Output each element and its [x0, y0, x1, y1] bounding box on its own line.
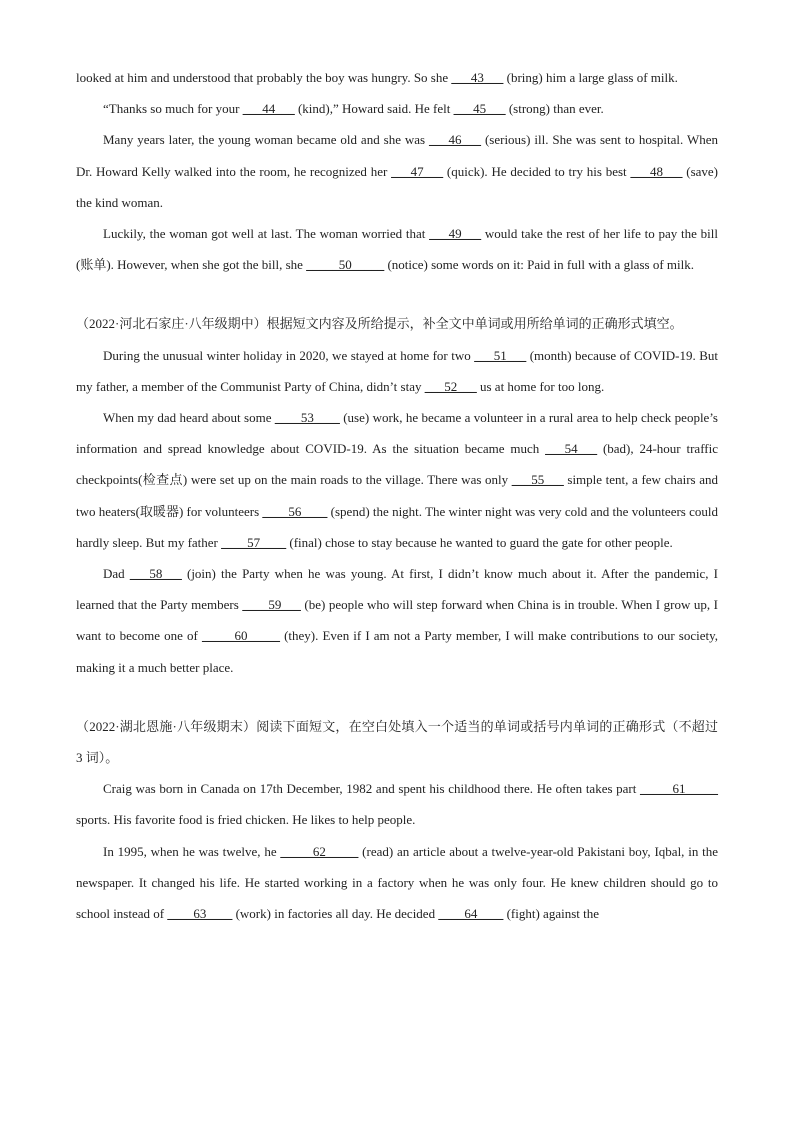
- paragraph-text: (notice) some words on it: Paid in full with a glass of milk.: [384, 257, 694, 273]
- answer-blank[interactable]: ____56____: [262, 503, 328, 519]
- paragraph-text: would take the rest of her life to pay the bill (账单). However, when she got the bill, she: [76, 226, 718, 273]
- paragraph-text: In 1995, when he was twelve, he: [103, 843, 281, 859]
- answer-blank[interactable]: _____60_____: [201, 628, 280, 644]
- answer-blank[interactable]: ___54___: [545, 441, 598, 457]
- paragraph-text: (final) chose to stay because he wanted to guard the gate for other people.: [286, 534, 673, 550]
- answer-blank[interactable]: ____59___: [242, 597, 301, 613]
- exercise-section: [76, 62, 718, 280]
- answer-blank[interactable]: ____63____: [167, 906, 233, 922]
- paragraph-text: (read) an article about a twelve-year-old Pakistani boy, Iqbal, in the newspaper. It changed his life. He started working in a factory when he was only four. He knew children should go to school instead of: [76, 843, 718, 922]
- answer-blank[interactable]: ____53____: [274, 410, 340, 426]
- answer-blank[interactable]: ___52___: [424, 378, 477, 394]
- paragraph-text: During the unusual winter holiday in 2020, we stayed at home for two: [103, 347, 475, 363]
- section-heading: （2022·河北石家庄·八年级期中）根据短文内容及所给提示，补全文中单词或用所给单词的正确形式填空。: [76, 316, 683, 332]
- exercise-section: [76, 308, 718, 682]
- paragraph: [76, 558, 718, 683]
- paragraph-text: (bad), 24-hour traffic checkpoints(检查点) were set up on the main roads to the village. There was only: [76, 441, 719, 488]
- answer-blank[interactable]: ___58___: [129, 566, 182, 582]
- paragraph-text: (fight) against the: [503, 906, 600, 922]
- paragraph-text: (work) in factories all day. He decided: [232, 906, 439, 922]
- answer-blank[interactable]: ___51___: [474, 347, 527, 363]
- answer-blank[interactable]: ___43___: [451, 70, 504, 85]
- paragraph-text: (they). Even if I am not a Party member, I will make contributions to our society, making it a much better place.: [76, 628, 719, 675]
- answer-blank[interactable]: ___44___: [242, 101, 295, 117]
- paragraph-text: (quick). He decided to try his best: [443, 163, 631, 179]
- paragraph: [76, 402, 718, 558]
- paragraph: [76, 836, 718, 930]
- paragraph: [76, 93, 718, 124]
- paragraph: [76, 218, 718, 280]
- answer-blank[interactable]: ___48___: [630, 163, 683, 179]
- paragraph: [76, 62, 718, 93]
- answer-blank[interactable]: ___47___: [391, 163, 444, 179]
- paragraph-text: Craig was born in Canada on 17th December, 1982 and spent his childhood there. He often takes part: [103, 781, 640, 797]
- paragraph-text: looked at him and understood that probably the boy was hungry. So she: [76, 70, 452, 85]
- paragraph-text: (kind),” Howard said. He felt: [294, 101, 454, 117]
- answer-blank[interactable]: ____57____: [221, 534, 287, 550]
- answer-blank[interactable]: ___55___: [511, 472, 564, 488]
- answer-blank[interactable]: _____62_____: [280, 843, 359, 859]
- paragraph-text: When my dad heard about some: [103, 410, 275, 426]
- paragraph-text: (bring) him a large glass of milk.: [503, 70, 678, 85]
- answer-blank[interactable]: ____64____: [438, 906, 504, 922]
- paragraph-text: Luckily, the woman got well at last. The woman worried that: [103, 226, 430, 242]
- paragraph-text: Many years later, the young woman became old and she was: [103, 132, 430, 148]
- answer-blank[interactable]: _____50_____: [306, 257, 385, 273]
- section-heading: （2022·湖北恩施·八年级期末）阅读下面短文，在空白处填入一个适当的单词或括号内单词的正确形式（不超过 3 词）。: [76, 718, 718, 766]
- paragraph: [76, 124, 718, 218]
- document-page: [76, 62, 718, 929]
- paragraph-text: (be) people who will step forward when China is in trouble. When I grow up, I want to become one of: [76, 597, 718, 644]
- paragraph-text: (spend) the night. The winter night was very cold and the volunteers could hardly sleep. But my father: [76, 503, 718, 550]
- exercise-section: [76, 711, 718, 929]
- paragraph-text: (month) because of COVID-19. But my father, a member of the Communist Party of China, didn’t stay: [76, 347, 718, 394]
- answer-blank[interactable]: ___46___: [429, 132, 482, 148]
- paragraph-text: (use) work, he became a volunteer in a rural area to help check people’s information and spread knowledge about COVID-19. As the situation became much: [76, 410, 718, 457]
- paragraph-text: (save) the kind woman.: [76, 163, 718, 210]
- paragraph-text: Dad: [103, 566, 130, 582]
- paragraph-text: “Thanks so much for your: [103, 101, 243, 117]
- answer-blank[interactable]: ___45___: [453, 101, 506, 117]
- answer-blank[interactable]: _____61_____: [640, 781, 718, 797]
- paragraph-text: simple tent, a few chairs and two heaters(取暖器) for volunteers: [76, 472, 718, 519]
- paragraph-text: (join) the Party when he was young. At first, I didn’t know much about it. After the pandemic, I learned that the Party members: [76, 566, 718, 613]
- paragraph-text: us at home for too long.: [476, 378, 605, 394]
- paragraph: [76, 773, 718, 835]
- paragraph-text: sports. His favorite food is fried chicken. He likes to help people.: [76, 812, 416, 828]
- paragraph: [76, 340, 718, 402]
- paragraph-text: (serious) ill. She was sent to hospital. When Dr. Howard Kelly walked into the room, he recognized her: [76, 132, 718, 179]
- paragraph-text: (strong) than ever.: [505, 101, 604, 117]
- answer-blank[interactable]: ___49___: [429, 226, 482, 242]
